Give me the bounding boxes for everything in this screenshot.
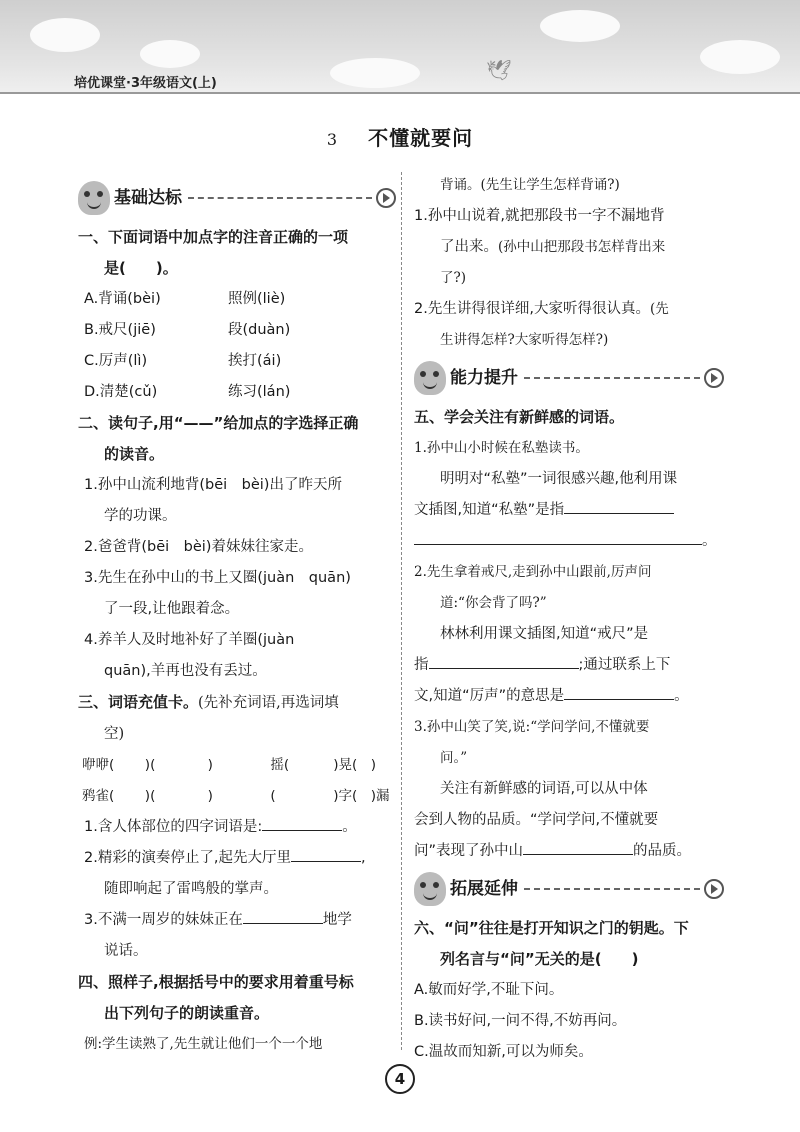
- left-column: [78, 176, 396, 1060]
- sentence-text: 文插图,知道“私塾”是指: [414, 502, 565, 518]
- section-header-basic: [78, 176, 396, 220]
- paragraph-line: 明明对“私塾”一词很感兴趣,他利用课: [440, 471, 678, 487]
- paragraph-line: [414, 681, 724, 712]
- option: B.戒尺(jiē): [84, 322, 156, 338]
- sentence-text: 3.不满一周岁的妹妹正在: [84, 912, 243, 928]
- sentence-text: ;通过联系上下: [578, 657, 671, 673]
- sentence-text: 2.先生讲得很详细,大家听得很认真。: [414, 301, 650, 317]
- lesson-title-row: [0, 122, 800, 151]
- answer-blank[interactable]: [414, 527, 702, 545]
- question-stem: 出下列句子的朗读重音。: [104, 1004, 270, 1022]
- section-dash-line: [188, 197, 372, 199]
- list-item: 3.孙中山笑了笑,说:“学问学问,不懂就要: [414, 719, 650, 735]
- fill-cell: ): [207, 757, 213, 773]
- list-item: [414, 294, 724, 325]
- page-header-banner: [0, 0, 800, 92]
- section-label: 拓展延伸: [450, 878, 518, 899]
- sentence-text: 。: [702, 533, 717, 549]
- option: 照例(liè): [228, 291, 286, 307]
- list-item: 1.孙中山流利地背(bēi bèi)出了昨天所: [84, 477, 342, 493]
- list-item: [78, 905, 396, 936]
- cloud-decoration: [700, 40, 780, 74]
- paragraph-line: [414, 650, 724, 681]
- option: A.背诵(bèi): [84, 291, 161, 307]
- word-fill-row: [78, 781, 396, 812]
- paragraph-line: 会到人物的品质。“学问学问,不懂就要: [414, 812, 659, 828]
- option: C.厉声(lì): [84, 353, 148, 369]
- question-stem: [78, 687, 396, 719]
- fill-cell-text: )字(: [333, 788, 358, 804]
- fill-cell: (: [270, 788, 276, 804]
- cloud-decoration: [140, 40, 200, 68]
- section-dash-line: [524, 888, 700, 890]
- word-fill-row: [78, 750, 396, 781]
- question-note: 了?): [440, 270, 467, 286]
- option: C.温故而知新,可以为师矣。: [414, 1044, 593, 1060]
- option: A.敏而好学,不耻下问。: [414, 982, 564, 998]
- list-item: 1.孙中山小时候在私塾读书。: [414, 440, 589, 456]
- question-note: 空): [104, 726, 125, 742]
- play-arrow-icon: [704, 879, 724, 899]
- answer-blank[interactable]: [523, 837, 633, 855]
- list-item: 了一段,让他跟着念。: [104, 601, 240, 617]
- paragraph-line: 林林利用课文插图,知道“戒尺”是: [440, 626, 649, 642]
- right-column: [414, 176, 724, 1068]
- answer-blank[interactable]: [429, 651, 579, 669]
- list-item: 3.先生在孙中山的书上又圈(juàn quān): [84, 570, 351, 586]
- list-item: 说话。: [104, 943, 148, 959]
- question-stem: 五、学会关注有新鲜感的词语。: [414, 408, 625, 426]
- paragraph-line: [414, 526, 724, 557]
- list-item: 4.养羊人及时地补好了羊圈(juàn: [84, 632, 295, 648]
- answer-blank[interactable]: [243, 906, 323, 924]
- cloud-decoration: [330, 58, 420, 88]
- sentence-text: 2.精彩的演奏停止了,起先大厅里: [84, 850, 291, 866]
- sentence-text: 问”表现了孙中山: [414, 843, 524, 859]
- question-stem: 二、读句子,用“——”给加点的字选择正确: [78, 414, 359, 432]
- sentence-text: 指: [414, 657, 429, 673]
- section-header-ability: [414, 356, 724, 400]
- list-item: 1.孙中山说着,就把那段书一字不漏地背: [414, 208, 665, 224]
- fill-cell: 摇(: [270, 757, 290, 773]
- section-label: 基础达标: [114, 187, 182, 208]
- sentence-text: 。: [342, 819, 357, 835]
- mascot-icon: [414, 872, 446, 906]
- question-stem: 一、下面词语中加点字的注音正确的一项: [78, 228, 349, 246]
- section-header-extend: [414, 867, 724, 911]
- section-label: 能力提升: [450, 367, 518, 388]
- list-item: [78, 843, 396, 874]
- fill-cell: 咿咿(: [82, 757, 115, 773]
- fill-cell: ): [207, 788, 213, 804]
- question-note: (孙中山把那段书怎样背出来: [498, 239, 666, 255]
- sentence-text: 地学: [322, 912, 352, 928]
- section-dash-line: [524, 377, 700, 379]
- paragraph-line: [414, 836, 724, 867]
- bird-icon: 🕊: [486, 58, 512, 82]
- lesson-number: 3: [326, 130, 338, 149]
- play-arrow-icon: [704, 368, 724, 388]
- option: 段(duàn): [228, 322, 291, 338]
- list-item: quān),羊再也没有丢过。: [104, 663, 267, 679]
- question-stem: 四、照样子,根据括号中的要求用着重号标: [78, 973, 354, 991]
- answer-blank[interactable]: [262, 813, 342, 831]
- answer-blank[interactable]: [564, 682, 674, 700]
- option: 挨打(ái): [228, 353, 282, 369]
- list-item: [78, 812, 396, 843]
- option: D.清楚(cǔ): [84, 384, 158, 400]
- fill-cell-text: )漏: [370, 788, 390, 804]
- fill-cell-text: ): [370, 757, 377, 773]
- question-note: (先: [649, 301, 669, 317]
- fill-cell: )(: [144, 788, 156, 804]
- fill-cell: )(: [144, 757, 156, 773]
- paragraph-line: 关注有新鲜感的词语,可以从中体: [440, 781, 648, 797]
- list-item: [414, 232, 724, 263]
- play-arrow-icon: [376, 188, 396, 208]
- question-stem: 六、“问”往往是打开知识之门的钥匙。下: [414, 919, 689, 937]
- sentence-text: 的品质。: [633, 843, 692, 859]
- sentence-text: 文,知道“厉声”的意思是: [414, 688, 565, 704]
- question-stem-main: 三、词语充值卡。: [78, 693, 199, 711]
- question-stem: 的读音。: [104, 445, 165, 463]
- header-rule: [0, 92, 800, 94]
- cloud-decoration: [540, 10, 620, 42]
- example-sentence: 背诵。(先生让学生怎样背诵?): [440, 177, 620, 193]
- book-series-title: 培优课堂·3年级语文(上): [74, 76, 217, 91]
- sentence-text: 1.含人体部位的四字词语是:: [84, 819, 263, 835]
- question-stem: 列名言与“问”无关的是( ): [440, 950, 639, 968]
- question-stem: 是( )。: [104, 259, 178, 277]
- mascot-icon: [414, 361, 446, 395]
- options-grid: [78, 284, 396, 408]
- fill-cell-text: )晃(: [333, 757, 358, 773]
- cloud-decoration: [30, 18, 100, 52]
- option: 练习(lán): [228, 384, 291, 400]
- fill-cell: 鸦雀(: [82, 788, 115, 804]
- mascot-icon: [78, 181, 110, 215]
- question-note: 生讲得怎样?大家听得怎样?): [440, 332, 609, 348]
- example-sentence: 例:学生读熟了,先生就让他们一个一个地: [84, 1036, 323, 1052]
- lesson-title: 不懂就要问: [368, 126, 474, 150]
- fill-cell: [333, 781, 396, 812]
- sentence-text: 。: [674, 688, 689, 704]
- column-divider: [401, 172, 402, 1050]
- paragraph-line: [414, 495, 724, 526]
- sentence-text: ,: [360, 850, 366, 866]
- list-item: 随即响起了雷鸣般的掌声。: [104, 881, 278, 897]
- list-item: 2.先生拿着戒尺,走到孙中山跟前,厉声问: [414, 564, 652, 580]
- answer-blank[interactable]: [564, 496, 674, 514]
- list-item: 道:“你会背了吗?”: [440, 595, 547, 611]
- answer-blank[interactable]: [291, 844, 361, 862]
- fill-cell: [333, 750, 396, 781]
- question-note: (先补充词语,再选词填: [198, 695, 339, 711]
- list-item: 2.爸爸背(bēi bèi)着妹妹往家走。: [84, 539, 313, 555]
- list-item: 问。”: [440, 750, 468, 766]
- list-item: 学的功课。: [104, 508, 177, 524]
- page-number: 4: [385, 1064, 415, 1094]
- sentence-text: 了出来。: [440, 239, 498, 255]
- option: B.读书好问,一问不得,不妨再问。: [414, 1013, 627, 1029]
